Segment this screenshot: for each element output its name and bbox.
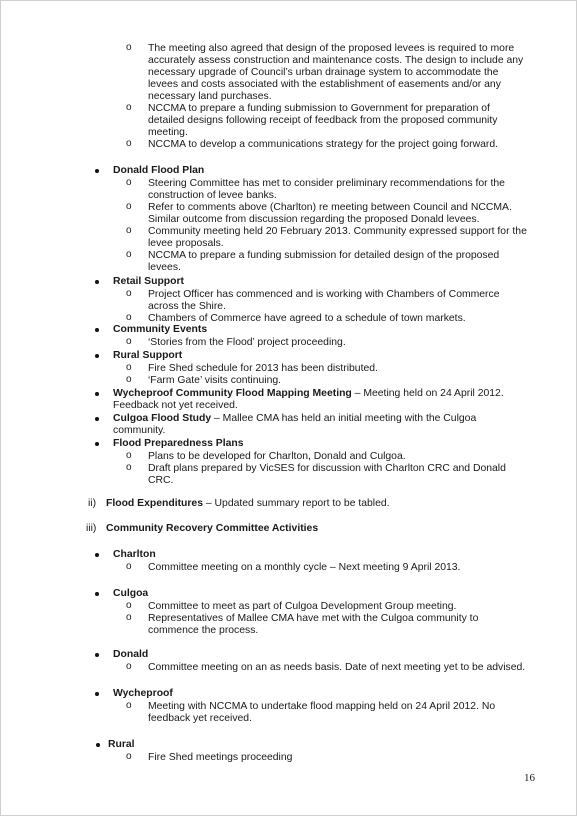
- sub-bullet-marker: o: [126, 138, 132, 149]
- sub-bullet-marker: o: [126, 225, 132, 236]
- sub-bullet-marker: o: [126, 288, 132, 299]
- bullet-title: Wycheproof Community Flood Mapping Meeting: [113, 388, 352, 399]
- sub-item-text: Chambers of Commerce have agreed to a schedule of town markets.: [148, 313, 466, 324]
- bullet-dot: [95, 280, 99, 284]
- sub-item-text: accurately assess construction and maintenance costs. The design to include any: [148, 55, 524, 66]
- page-number: 16: [524, 772, 535, 784]
- section-ii-title: Flood Expenditures: [106, 498, 203, 509]
- sub-item-text: detailed designs following receipt of feedback from the proposed community: [148, 115, 498, 126]
- sub-item-text: Plans to be developed for Charlton, Donald and Culgoa.: [148, 451, 406, 462]
- sub-bullet-marker: o: [126, 201, 132, 212]
- sub-item-text: The meeting also agreed that design of the proposed levees is required to more: [148, 43, 515, 54]
- sub-item-text: Committee to meet as part of Culgoa Development Group meeting.: [148, 601, 457, 612]
- sub-bullet-marker: o: [126, 561, 132, 572]
- sub-item-text: Representatives of Mallee CMA have met with the Culgoa community to: [148, 613, 479, 624]
- sub-item-text: across the Shire.: [148, 301, 226, 312]
- sub-item-text: ‘Stories from the Flood’ project proceeding.: [148, 337, 346, 348]
- bullet-heading: Community Events: [113, 324, 208, 335]
- bullet-title: Culgoa Flood Study: [113, 413, 212, 424]
- sub-item-text: Committee meeting on an as needs basis. Date of next meeting yet to be advised.: [148, 662, 526, 673]
- sub-item-text: Draft plans prepared by VicSES for discussion with Charlton CRC and Donald: [148, 463, 506, 474]
- sub-bullet-marker: o: [126, 462, 132, 473]
- bullet-description-cont: community.: [113, 425, 166, 436]
- bullet-dot: [95, 692, 99, 696]
- bullet-heading-line: [113, 388, 504, 400]
- bullet-dot: [95, 328, 99, 332]
- sub-item-text: commence the process.: [148, 625, 259, 636]
- section-ii-heading: [106, 498, 390, 510]
- sub-item-text: ‘Farm Gate’ visits continuing.: [148, 375, 282, 386]
- bullet-heading: Retail Support: [113, 276, 185, 287]
- bullet-dot: [95, 417, 99, 421]
- section-numeral: iii): [86, 523, 97, 534]
- section-iii-title: Community Recovery Committee Activities: [106, 523, 319, 534]
- committee-heading: Rural: [108, 739, 135, 750]
- bullet-description: – Mallee CMA has held an initial meeting with the Culgoa: [211, 413, 477, 424]
- sub-item-text: meeting.: [148, 127, 188, 138]
- sub-bullet-marker: o: [126, 374, 132, 385]
- bullet-dot: [95, 354, 99, 358]
- sub-item-text: CRC.: [148, 475, 174, 486]
- bullet-heading-line: [113, 413, 476, 425]
- committee-heading: Charlton: [113, 549, 156, 560]
- bullet-dot: [95, 553, 99, 557]
- section-ii-description: – Updated summary report to be tabled.: [203, 498, 390, 509]
- sub-item-text: Similar outcome from discussion regarding the proposed Donald levees.: [148, 214, 480, 225]
- sub-item-text: levees and costs associated with the establishment of easements and/or any: [148, 79, 501, 90]
- sub-bullet-marker: o: [126, 312, 132, 323]
- committee-heading: Culgoa: [113, 588, 149, 599]
- sub-item-text: Refer to comments above (Charlton) re meeting between Council and NCCMA.: [148, 202, 512, 213]
- sub-bullet-marker: o: [126, 612, 132, 623]
- sub-item-text: necessary land purchases.: [148, 91, 272, 102]
- bullet-dot: [95, 653, 99, 657]
- bullet-description: – Meeting held on 24 April 2012.: [351, 388, 504, 399]
- sub-item-text: feedback yet received.: [148, 713, 252, 724]
- sub-item-text: Committee meeting on a monthly cycle – Next meeting 9 April 2013.: [148, 562, 461, 573]
- sub-item-text: Steering Committee has met to consider preliminary recommendations for the: [148, 178, 505, 189]
- sub-item-text: NCCMA to prepare a funding submission for detailed design of the proposed: [148, 250, 500, 261]
- sub-item-text: Meeting with NCCMA to undertake flood mapping held on 24 April 2012. No: [148, 701, 496, 712]
- bullet-dot: [95, 442, 99, 446]
- sub-item-text: levee proposals.: [148, 238, 224, 249]
- sub-item-text: necessary upgrade of Council’s urban drainage system to accommodate the: [148, 67, 499, 78]
- sub-item-text: Project Officer has commenced and is working with Chambers of Commerce: [148, 289, 500, 300]
- section-numeral: ii): [88, 498, 97, 509]
- bullet-dot: [95, 169, 99, 173]
- sub-bullet-marker: o: [126, 362, 132, 373]
- sub-item-text: Fire Shed schedule for 2013 has been distributed.: [148, 363, 378, 374]
- sub-bullet-marker: o: [126, 177, 132, 188]
- sub-bullet-marker: o: [126, 751, 132, 762]
- sub-bullet-marker: o: [126, 336, 132, 347]
- sub-bullet-marker: o: [126, 700, 132, 711]
- sub-item-text: Fire Shed meetings proceeding: [148, 752, 293, 763]
- sub-bullet-marker: o: [126, 600, 132, 611]
- sub-item-text: NCCMA to prepare a funding submission to Government for preparation of: [148, 103, 490, 114]
- sub-bullet-marker: o: [126, 450, 132, 461]
- sub-item-text: construction of levee banks.: [148, 190, 277, 201]
- sub-bullet-marker: o: [126, 42, 132, 53]
- bullet-dot: [95, 392, 99, 396]
- sub-item-text: levees.: [148, 262, 181, 273]
- committee-heading: Donald: [113, 649, 149, 660]
- sub-bullet-marker: o: [126, 249, 132, 260]
- bullet-heading: Rural Support: [113, 350, 183, 361]
- bullet-heading: Donald Flood Plan: [113, 165, 205, 176]
- bullet-heading: Flood Preparedness Plans: [113, 438, 244, 449]
- sub-bullet-marker: o: [126, 102, 132, 113]
- committee-heading: Wycheproof: [113, 688, 173, 699]
- bullet-dot: [95, 592, 99, 596]
- bullet-dot: [96, 743, 100, 747]
- sub-item-text: Community meeting held 20 February 2013. Community expressed support for the: [148, 226, 527, 237]
- bullet-description-cont: Feedback not yet received.: [113, 400, 238, 411]
- sub-item-text: NCCMA to develop a communications strategy for the project going forward.: [148, 139, 498, 150]
- sub-bullet-marker: o: [126, 661, 132, 672]
